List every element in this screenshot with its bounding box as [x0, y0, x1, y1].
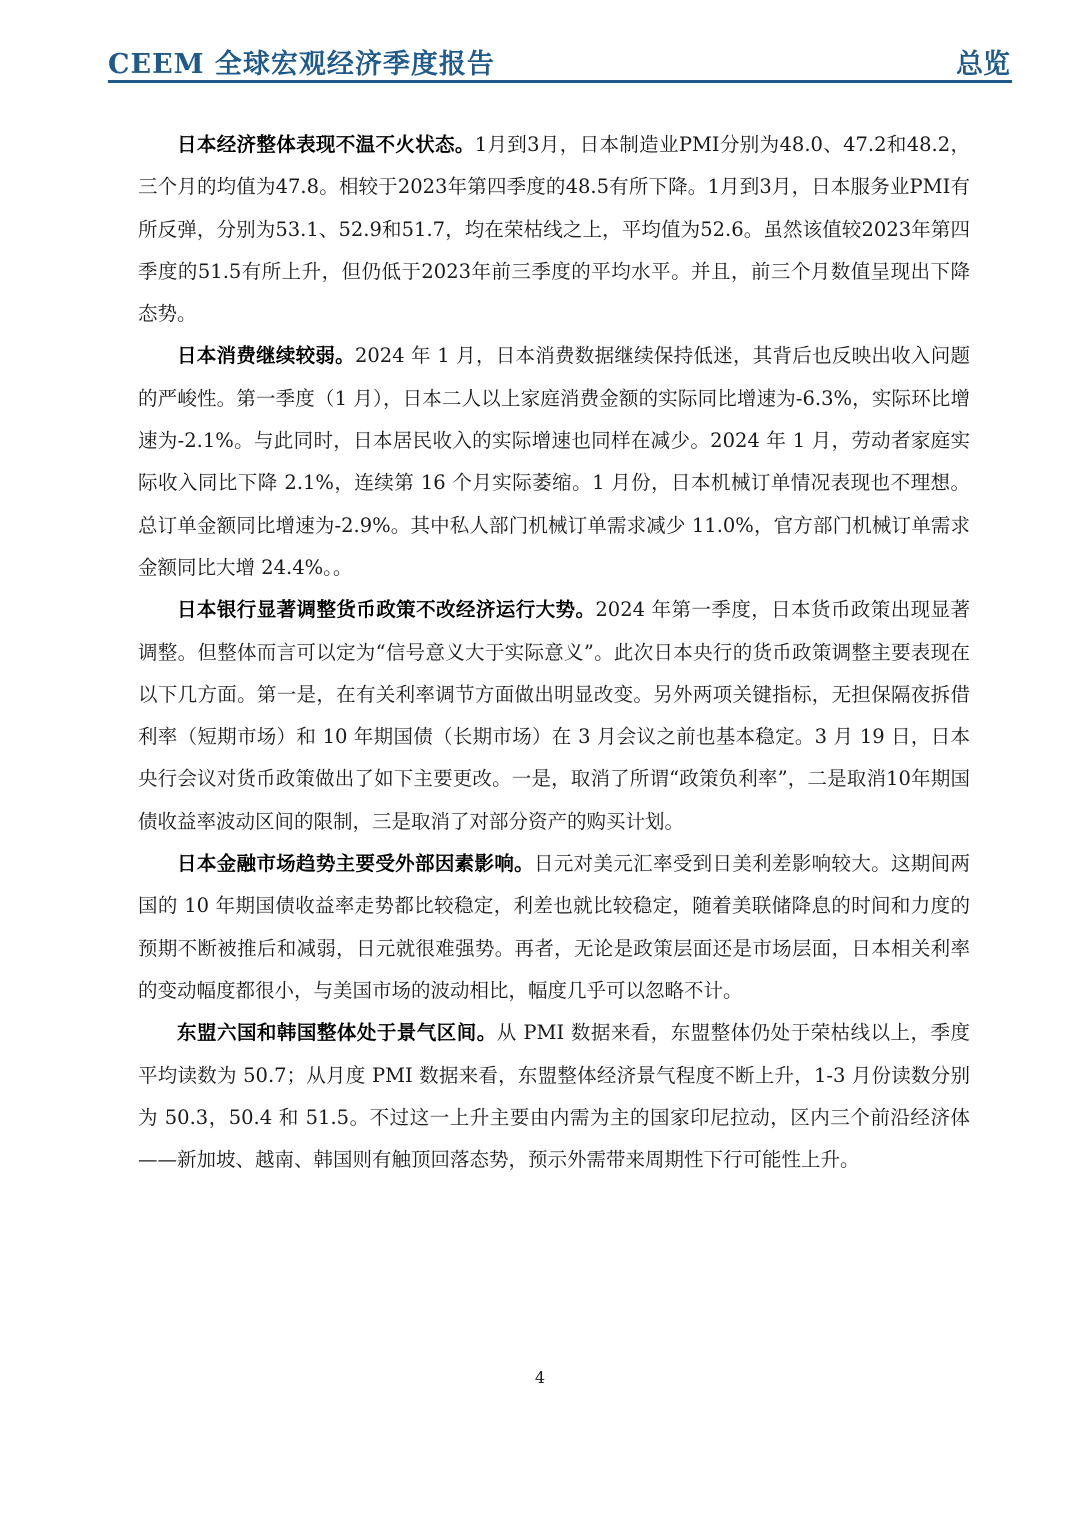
page-number: 4 — [534, 1368, 546, 1387]
report-title: CEEM 全球宏观经济季度报告 — [108, 49, 495, 80]
paragraph-text: 2024 年第一季度，日本货币政策出现显著调整。但整体而言可以定为“信号意义大于实际意义”。此次日本央行的货币政策调整主要表现在以下几方面。第一是，在有关利率调节方面做出明显改变。另外两项关键指标，无担保隔夜拆借利率（短期市场）和 10 年期国债（长期市场）在 3 月会议之前也基本稳定。3 月 19 日，日本央行会议对货币政策做出了如下主要更改。一是，取消了所谓“政策负利率”，二是取消10年期国债收益率波动区间的限制，三是取消了对部分资产的购买计划。 — [138, 598, 970, 833]
paragraph-lead: 日本金融市场趋势主要受外部因素影响。 — [177, 852, 534, 876]
paragraph-text: 1月到3月，日本制造业PMI分别为48.0、47.2和48.2，三个月的均值为47.8。相较于2023年第四季度的48.5有所下降。1月到3月，日本服务业PMI有所反弹，分别为53.1、52.9和51.7，均在荣枯线之上，平均值为52.6。虽然该值较2023年第四季度的51.5有所上升，但仍低于2023年前三季度的平均水平。并且，前三个月数值呈现出下降态势。 — [138, 133, 970, 326]
paragraph-boj-policy — [138, 589, 970, 843]
paragraph-japan-economy — [138, 124, 970, 335]
paragraph-japan-consumption — [138, 335, 970, 589]
paragraph-text: 从 PMI 数据来看，东盟整体仍处于荣枯线以上，季度平均读数为 50.7；从月度 PMI 数据来看，东盟整体经济景气程度不断上升，1-3 月份读数分别为 50.3，50.4 和 51.5。不过这一上升主要由内需为主的国家印尼拉动，区内三个前沿经济体——新加坡、越南、韩国则有触顶回落态势，预示外需带来周期性下行可能性上升。 — [138, 1021, 970, 1172]
header-divider — [108, 80, 1012, 83]
section-label: 总览 — [956, 49, 1010, 80]
paragraph-text: 2024 年 1 月，日本消费数据继续保持低迷，其背后也反映出收入问题的严峻性。第一季度（1 月），日本二人以上家庭消费金额的实际同比增速为-6.3%，实际环比增速为-2.1%。与此同时，日本居民收入的实际增速也同样在减少。2024 年 1 月，劳动者家庭实际收入同比下降 2.1%，连续第 16 个月实际萎缩。1 月份，日本机械订单情况表现也不理想。总订单金额同比增速为-2.9%。其中私人部门机械订单需求减少 11.0%，官方部门机械订单需求金额同比大增 24.4%。。 — [138, 344, 970, 579]
paragraph-lead: 日本银行显著调整货币政策不改经济运行大势。 — [177, 598, 596, 622]
paragraph-lead: 东盟六国和韩国整体处于景气区间。 — [177, 1021, 497, 1045]
paragraph-text: 日元对美元汇率受到日美利差影响较大。这期间两国的 10 年期国债收益率走势都比较稳定，利差也就比较稳定，随着美联储降息的时间和力度的预期不断被推后和减弱，日元就很难强势。再者，无论是政策层面还是市场层面，日本相关利率的变动幅度都很小，与美国市场的波动相比，幅度几乎可以忽略不计。 — [138, 852, 970, 1002]
paragraph-lead: 日本消费继续较弱。 — [177, 344, 355, 368]
article-body — [138, 124, 970, 1181]
paragraph-lead: 日本经济整体表现不温不火状态。 — [177, 133, 475, 156]
paragraph-asean-korea — [138, 1012, 970, 1181]
paragraph-japan-financial-market — [138, 843, 970, 1012]
page-header — [108, 40, 1012, 84]
